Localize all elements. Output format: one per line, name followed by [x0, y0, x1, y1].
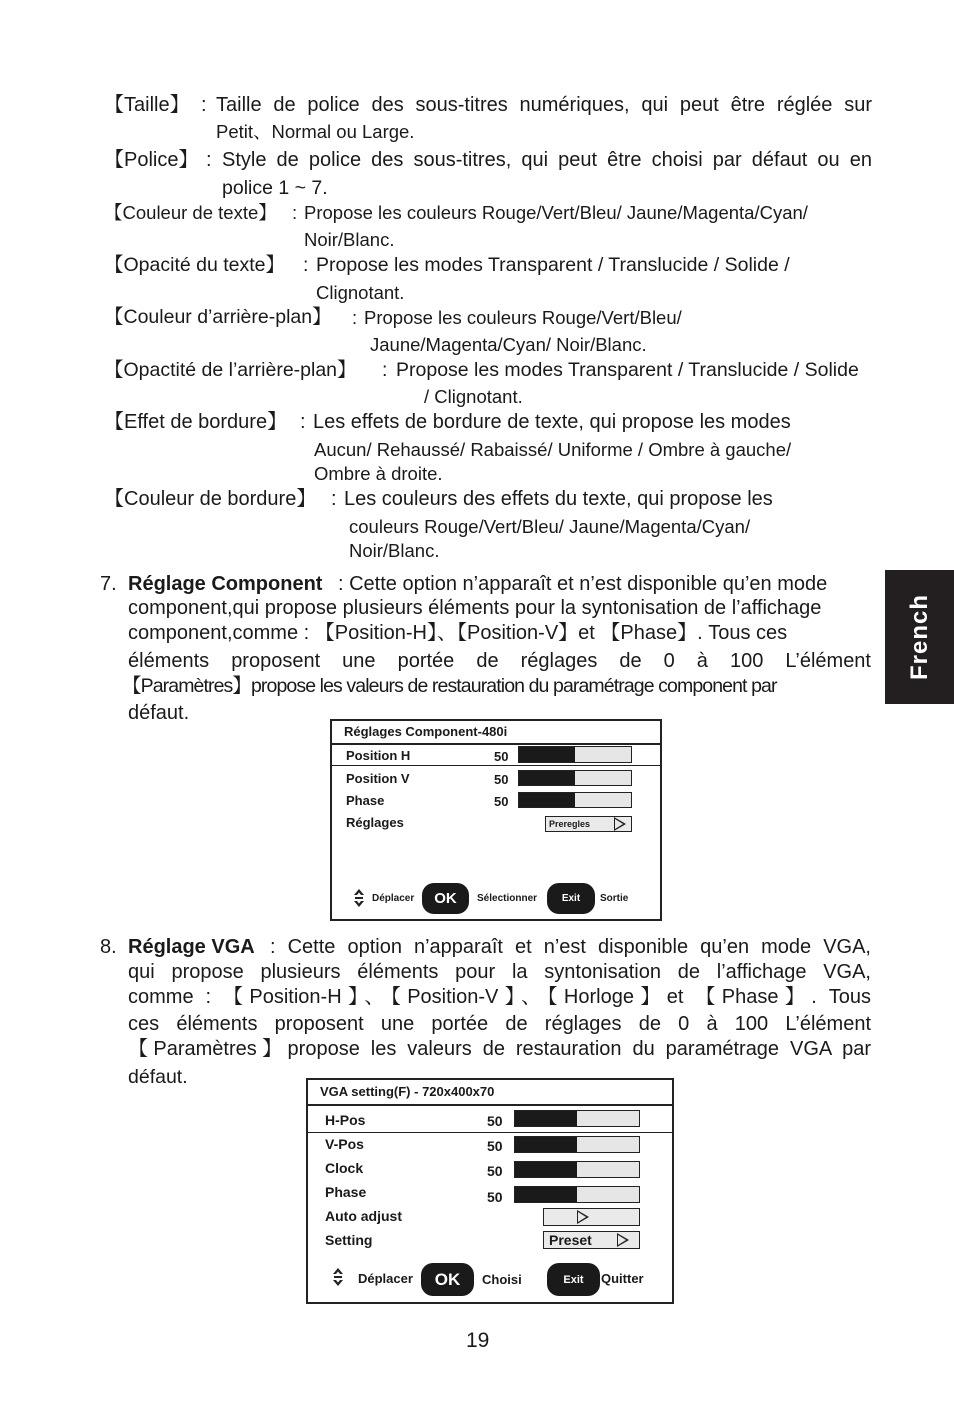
position-v-slider[interactable]	[518, 770, 632, 786]
section-line: : Cette option n’apparaît et n’est disponible qu’en mode	[338, 573, 828, 595]
section-line: éléments proposent une portée de réglages de 0 à 100 L’élément	[128, 650, 871, 672]
menu-row-label: Position H	[346, 748, 411, 763]
separator: :	[352, 307, 358, 328]
description: Propose les modes Transparent / Translucide / Solide	[396, 359, 859, 381]
term: 【Couleur d’arrière-plan】	[104, 306, 332, 328]
exit-label: Sortie	[600, 893, 629, 904]
section-line: qui propose plusieurs éléments pour la syntonisation de l’affichage VGA,	[128, 961, 871, 983]
page-number: 19	[466, 1329, 490, 1352]
menu-row-label: Position V	[346, 771, 410, 786]
description-cont: Jaune/Magenta/Cyan/ Noir/Blanc.	[370, 334, 647, 355]
section-line: ces éléments proposent une portée de réglages de 0 à 100 L’élément	[128, 1013, 871, 1035]
vga-settings-menu	[306, 1078, 674, 1304]
menu-row-label: Setting	[325, 1232, 373, 1248]
term: 【Opacité du texte】	[104, 254, 286, 276]
up-down-arrow-icon	[331, 1266, 345, 1288]
play-icon	[617, 1233, 629, 1247]
separator: :	[206, 149, 212, 171]
section-line: component,qui propose plusieurs éléments pour la syntonisation de l’affichage	[128, 597, 822, 619]
phase-slider[interactable]	[514, 1186, 640, 1203]
play-icon	[577, 1210, 589, 1224]
separator: :	[300, 411, 306, 433]
menu-row-value: 50	[487, 1163, 503, 1179]
description: Propose les couleurs Rouge/Vert/Bleu/ Jaune/Magenta/Cyan/	[304, 202, 808, 223]
section-line: défaut.	[128, 702, 190, 724]
h-pos-slider[interactable]	[514, 1110, 640, 1127]
section-title: Réglage Component	[128, 573, 323, 595]
exit-button[interactable]: Exit	[547, 1263, 600, 1296]
move-label: Déplacer	[358, 1271, 413, 1286]
term: 【Opactité de l’arrière-plan】	[104, 359, 357, 381]
separator: :	[382, 359, 388, 381]
section-line: comme : 【Position-H】、【Position-V】、【Horloge】et 【Phase】. Tous	[128, 986, 871, 1008]
menu-title: Réglages Component-480i	[332, 721, 660, 745]
separator: :	[331, 488, 337, 510]
preregles-label: Preregles	[549, 819, 591, 829]
preregles-button[interactable]	[545, 816, 632, 832]
term: 【Taille】	[104, 94, 190, 116]
component-settings-menu	[330, 719, 662, 921]
description: Les effets de bordure de texte, qui propose les modes	[313, 411, 791, 433]
section-line: component,comme : 【Position-H】、【Position-V】et 【Phase】. Tous ces	[128, 622, 788, 644]
separator: :	[292, 202, 298, 223]
description: Les couleurs des effets du texte, qui propose les	[344, 488, 773, 510]
section-line: : Cette option n’apparaît et n’est disponible qu’en mode VGA,	[270, 936, 871, 958]
play-icon	[614, 817, 626, 831]
term: 【Couleur de bordure】	[104, 488, 317, 510]
menu-row-label: Phase	[346, 793, 385, 808]
menu-row-value: 50	[487, 1189, 503, 1205]
phase-slider[interactable]	[518, 792, 632, 808]
description-cont: Petit、Normal ou Large.	[216, 121, 415, 142]
exit-button[interactable]: Exit	[547, 883, 595, 914]
position-h-slider[interactable]	[518, 746, 632, 763]
description-cont: Clignotant.	[316, 282, 405, 303]
term: 【Effet de bordure】	[104, 411, 288, 433]
description: Taille de police des sous-titres numériques, qui peut être réglée sur	[216, 94, 872, 116]
ok-button[interactable]: OK	[421, 1263, 474, 1296]
preset-label: Preset	[549, 1232, 592, 1248]
language-tab	[885, 570, 954, 704]
menu-title: VGA setting(F) - 720x400x70	[308, 1080, 672, 1106]
section-line: 【Paramètres】propose les valeurs de restauration du paramétrage VGA par	[128, 1038, 871, 1060]
menu-row-value: 50	[494, 772, 509, 787]
language-tab-label: French	[905, 593, 933, 681]
description-cont: / Clignotant.	[424, 386, 523, 407]
description-cont: Aucun/ Rehaussé/ Rabaissé/ Uniforme / Ombre à gauche/	[314, 439, 792, 460]
description: Style de police des sous-titres, qui peut être choisi par défaut ou en	[222, 149, 872, 171]
separator: :	[201, 94, 207, 116]
description-cont-2: Noir/Blanc.	[349, 540, 440, 561]
menu-row-value: 50	[494, 749, 509, 764]
select-label: Choisi	[482, 1272, 522, 1287]
description: Propose les couleurs Rouge/Vert/Bleu/	[364, 307, 682, 328]
v-pos-slider[interactable]	[514, 1136, 640, 1153]
menu-row-label: H-Pos	[325, 1112, 366, 1128]
menu-row-label: V-Pos	[325, 1136, 364, 1152]
description: Propose les modes Transparent / Translucide / Solide /	[316, 254, 790, 276]
section-line: 【Paramètres】propose les valeurs de restauration du paramétrage component par	[122, 675, 777, 697]
menu-row-label: Réglages	[346, 815, 404, 830]
description-cont-2: Ombre à droite.	[314, 463, 443, 484]
auto-adjust-button[interactable]	[543, 1208, 640, 1226]
section-title: Réglage VGA	[128, 936, 255, 958]
clock-slider[interactable]	[514, 1161, 640, 1178]
description-cont: couleurs Rouge/Vert/Bleu/ Jaune/Magenta/Cyan/	[349, 516, 751, 537]
exit-label: Quitter	[601, 1271, 644, 1286]
section-number: 7.	[100, 573, 117, 595]
ok-button[interactable]: OK	[422, 883, 469, 914]
menu-row-label: Clock	[325, 1160, 364, 1176]
menu-row-value: 50	[494, 794, 509, 809]
menu-row-value: 50	[487, 1138, 503, 1154]
section-number: 8.	[100, 936, 117, 958]
menu-row-label: Auto adjust	[325, 1208, 402, 1224]
term: 【Police】	[104, 149, 199, 171]
move-label: Déplacer	[372, 893, 415, 904]
description-cont: police 1 ~ 7.	[222, 177, 328, 199]
preset-button[interactable]	[543, 1231, 640, 1249]
menu-row-value: 50	[487, 1113, 503, 1129]
section-line: défaut.	[128, 1066, 188, 1088]
menu-row-label: Phase	[325, 1184, 367, 1200]
up-down-arrow-icon	[352, 887, 366, 909]
term: 【Couleur de texte】	[104, 202, 277, 223]
separator: :	[303, 254, 309, 276]
description-cont: Noir/Blanc.	[304, 229, 395, 250]
select-label: Sélectionner	[477, 893, 538, 904]
